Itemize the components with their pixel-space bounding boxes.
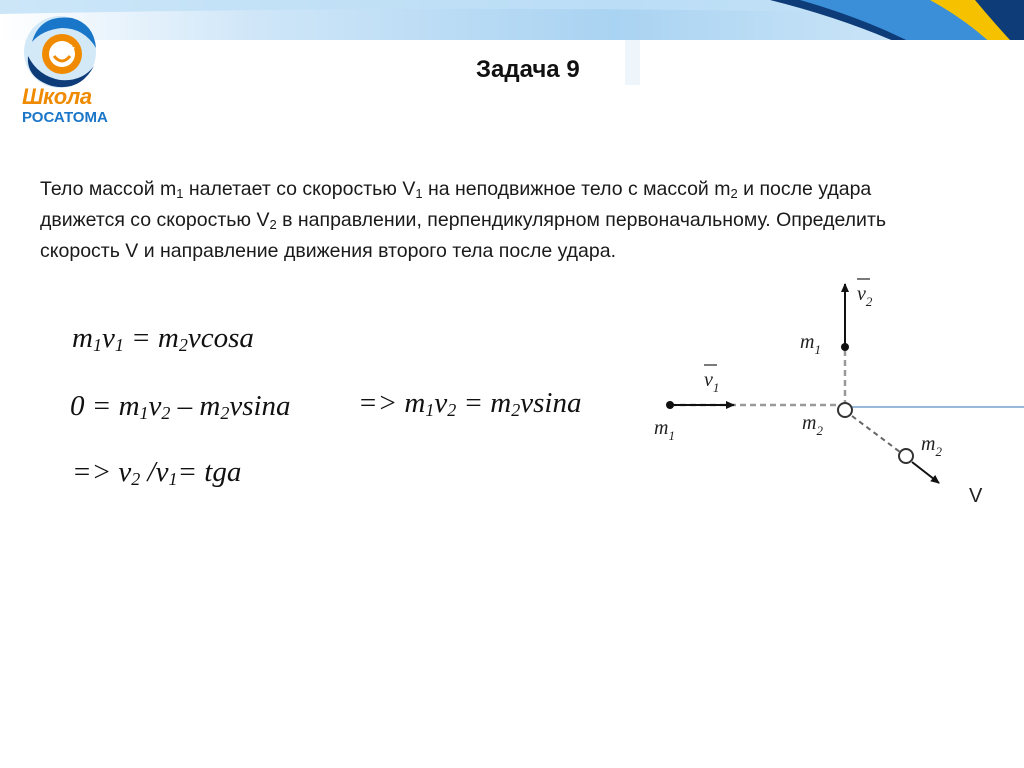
m1-left-label: $m_1$ [654, 417, 675, 443]
m2-center-label: $m_2$ [802, 412, 823, 438]
m2-path-line [852, 416, 900, 452]
m2-moving-circle [899, 449, 913, 463]
collision-diagram [640, 270, 1024, 520]
formula-tangent: => $v_2$ $/v_1=$ tga [72, 456, 242, 489]
m1-top-label: $m_1$ [800, 331, 821, 357]
formula-momentum-y: $0 = m_1v_2 - m_2vsina$ [70, 390, 291, 423]
v1-label: $v_1$ [704, 369, 720, 395]
slide-title: Задача 9 [476, 56, 580, 83]
m1-after-dot [841, 343, 849, 351]
logo-wordmark-rosatom: РОСАТОМА [22, 109, 108, 126]
m1-initial-dot [666, 401, 674, 409]
formula-momentum-x: $m_1v_1 = m_2vcosa$ [72, 322, 254, 355]
m2-collision-circle [838, 403, 852, 417]
formula-momentum-y-result: => $m_1v_2 = m_2vsina$ [358, 387, 582, 420]
logo-wordmark-school: Школа [22, 84, 92, 109]
problem-statement: Тело массой $m_1$ налетает со скоростью $V_1$ на неподвижное тело с массой $m_2$ и после удара движется со скоростью $V_2$ в направлении, перпендикулярном первоначальному. Определить скорость V и направление движения второго тела после удара. [40, 178, 887, 262]
v-arrow [912, 462, 939, 483]
v-label: V [969, 485, 983, 507]
v2-label: $v_2$ [857, 283, 873, 309]
m2-moving-label: $m_2$ [921, 433, 942, 459]
svg-text:+: + [68, 41, 76, 55]
